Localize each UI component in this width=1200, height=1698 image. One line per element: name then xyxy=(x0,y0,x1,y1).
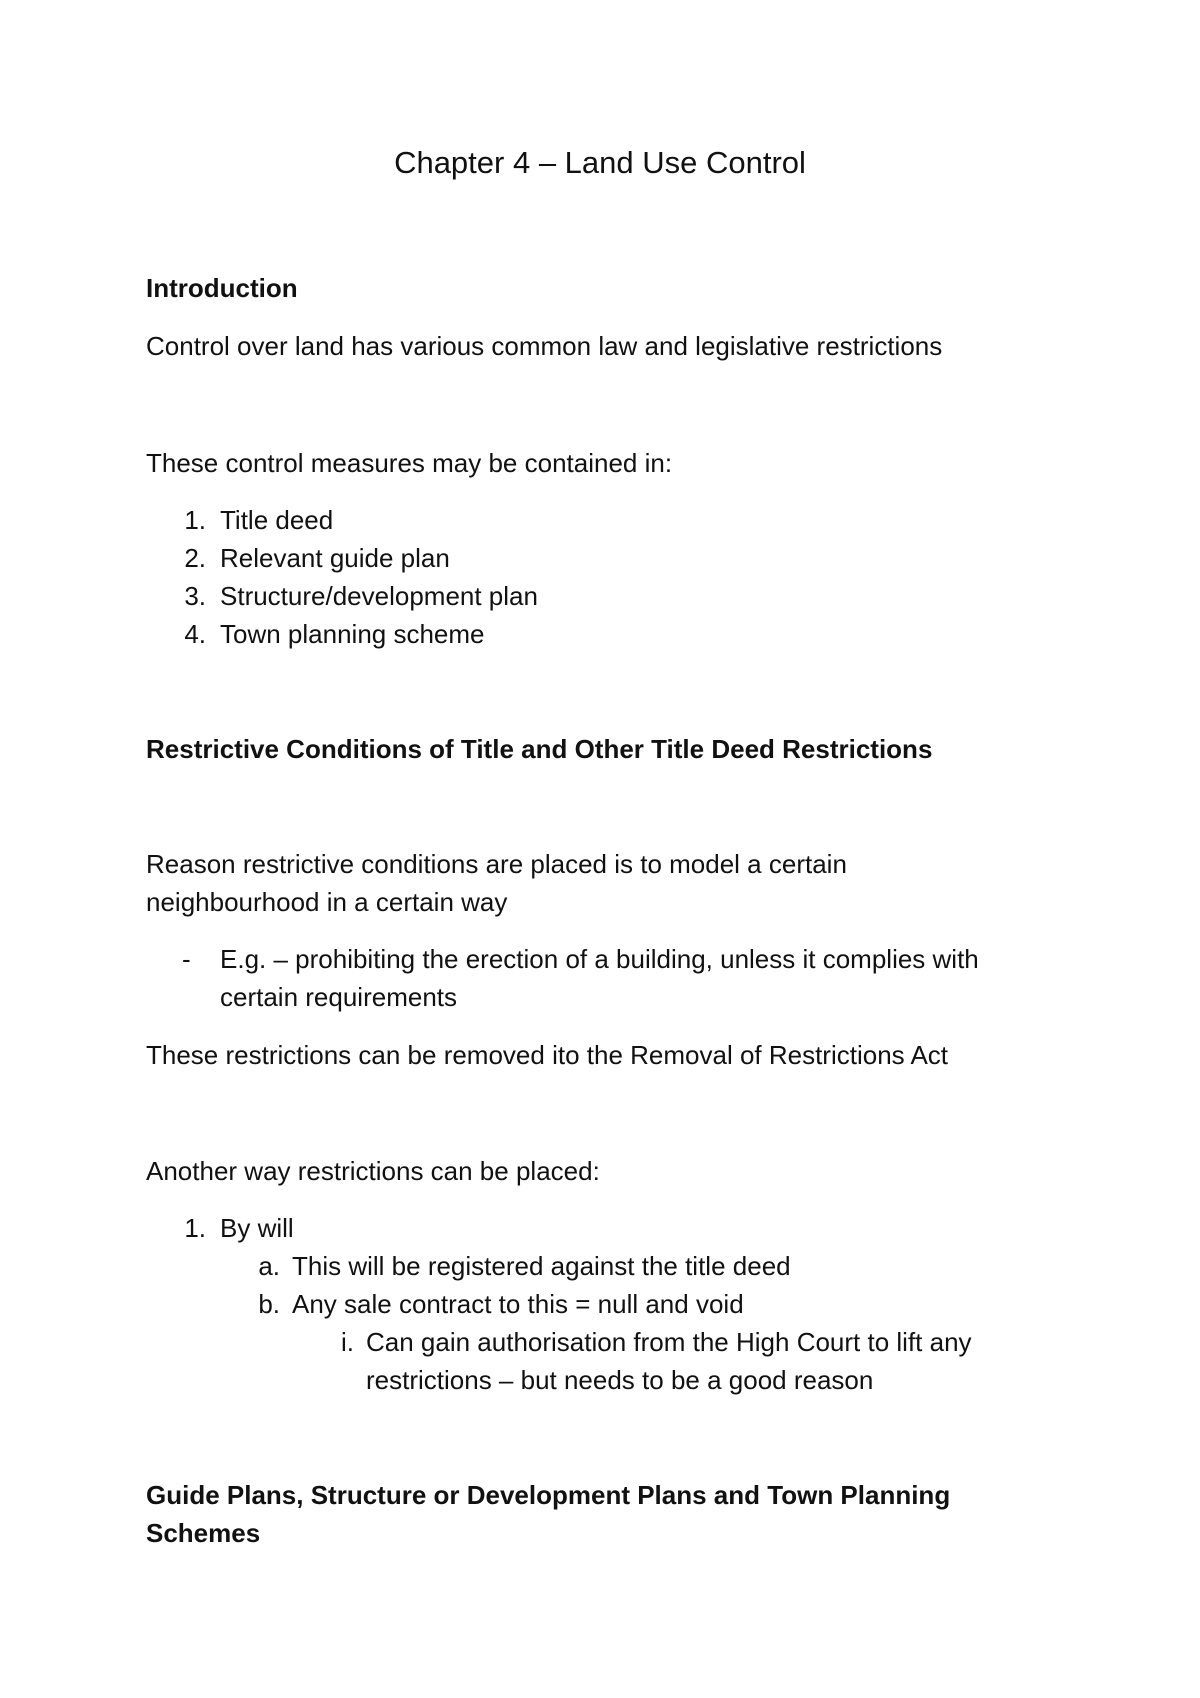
sublist-item-a: This will be registered against the title deed xyxy=(292,1251,791,1281)
list-marker: 4. xyxy=(184,619,206,649)
measures-intro: These control measures may be contained in: xyxy=(146,448,673,478)
list-marker: 2. xyxy=(184,543,206,573)
list-marker: 3. xyxy=(184,581,206,611)
list-marker: 1. xyxy=(184,505,206,535)
subsublist-item-i-line1: Can gain authorisation from the High Court to lift any xyxy=(366,1327,972,1357)
list-item: Structure/development plan xyxy=(220,581,538,611)
example-bullet: - xyxy=(182,944,191,974)
reason-paragraph-line1: Reason restrictive conditions are placed is to model a certain xyxy=(146,849,847,879)
list-item: Relevant guide plan xyxy=(220,543,450,573)
list-marker: 1. xyxy=(184,1213,206,1243)
intro-paragraph: Control over land has various common law and legislative restrictions xyxy=(146,331,943,361)
sublist-marker: b. xyxy=(258,1289,280,1319)
list-item: Title deed xyxy=(220,505,334,535)
reason-paragraph-line2: neighbourhood in a certain way xyxy=(146,887,508,917)
page-title: Chapter 4 – Land Use Control xyxy=(394,145,806,180)
guide-heading-line1: Guide Plans, Structure or Development Plans and Town Planning xyxy=(146,1480,951,1510)
sublist-item-b: Any sale contract to this = null and void xyxy=(292,1289,744,1319)
another-way-paragraph: Another way restrictions can be placed: xyxy=(146,1156,600,1186)
list-item-by-will: By will xyxy=(220,1213,294,1243)
intro-heading: Introduction xyxy=(146,273,298,303)
sublist-marker: a. xyxy=(258,1251,280,1281)
example-line1: E.g. – prohibiting the erection of a building, unless it complies with xyxy=(220,944,979,974)
subsublist-item-i-line2: restrictions – but needs to be a good reason xyxy=(366,1365,874,1395)
example-line2: certain requirements xyxy=(220,982,457,1012)
guide-heading-line2: Schemes xyxy=(146,1518,261,1548)
removal-paragraph: These restrictions can be removed ito the Removal of Restrictions Act xyxy=(146,1040,949,1070)
list-item: Town planning scheme xyxy=(220,619,485,649)
subsublist-marker: i. xyxy=(341,1327,354,1357)
restrictive-heading: Restrictive Conditions of Title and Other Title Deed Restrictions xyxy=(146,734,933,764)
